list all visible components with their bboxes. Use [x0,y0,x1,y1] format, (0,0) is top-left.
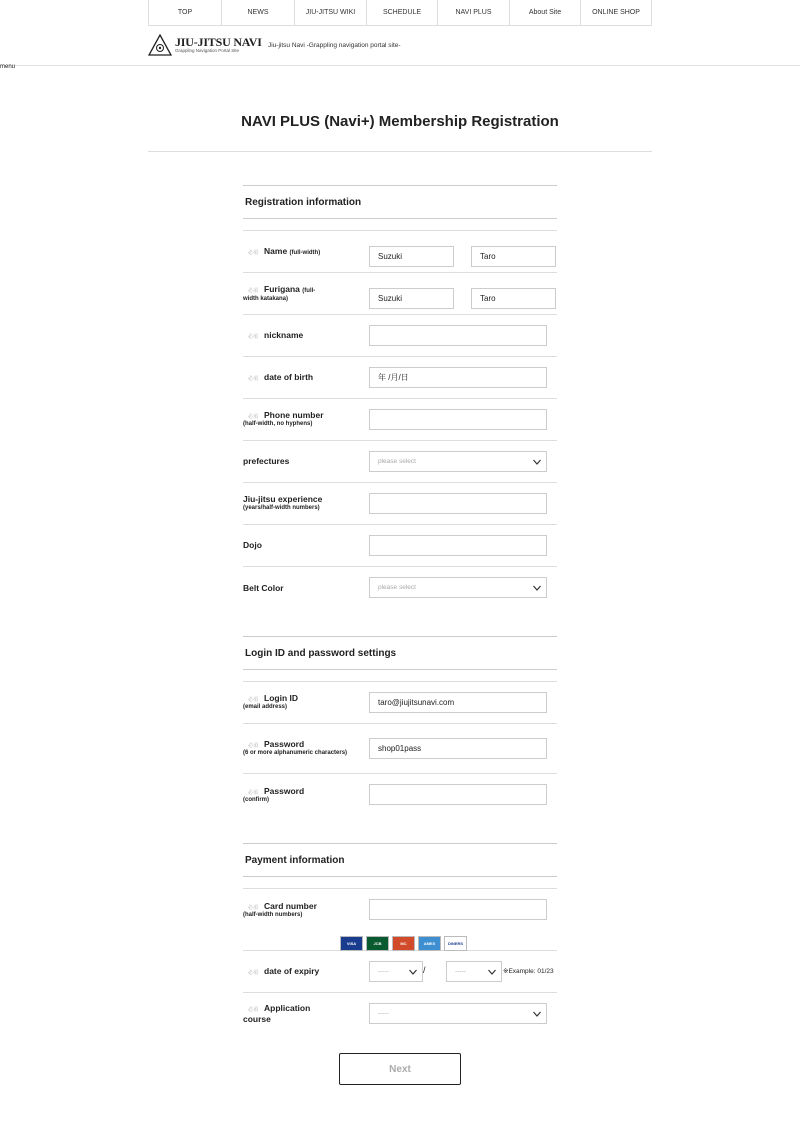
course-value: ----- [378,1010,389,1017]
chevron-down-icon [487,967,497,977]
prefecture-select[interactable] [369,451,547,472]
site-logo[interactable] [148,34,262,56]
chevron-down-icon [408,967,418,977]
required-badge: 必須 [248,1007,259,1014]
row-prefecture [243,441,557,483]
login-id-input[interactable] [369,692,547,713]
required-badge: 必須 [248,904,259,911]
amex-card-icon [418,936,441,951]
chevron-down-icon [532,1009,542,1019]
required-badge: 必須 [248,697,259,704]
spacer [243,877,557,889]
required-badge: 必須 [248,376,259,383]
card-brand-label: DINERS [447,941,464,946]
row-expiry [243,951,557,993]
label-dob: date of birth [264,372,314,383]
next-button[interactable]: Next [339,1053,461,1085]
expiry-year-select[interactable] [446,961,502,982]
expiry-example: ※Example: 01/23 [503,968,554,975]
password-input[interactable] [369,738,547,759]
label-nickname: nickname [264,330,304,341]
jcb-card-icon [366,936,389,951]
password-confirm-input[interactable] [369,784,547,805]
chevron-down-icon [532,583,542,593]
nav-wiki[interactable]: JIU-JITSU WIKI [295,0,367,26]
expiry-month-select[interactable] [369,961,423,982]
spacer [243,219,557,231]
row-dojo [243,525,557,567]
card-number-input[interactable] [369,899,547,920]
nav-schedule[interactable]: SCHEDULE [367,0,438,26]
required-badge: 必須 [248,334,259,341]
last-furigana-input[interactable] [369,288,454,309]
label-name: Name [264,245,288,256]
logo-subtitle: Grappling Navigation Portal Site [175,48,240,54]
label-furigana-note: (full- [302,288,316,294]
label-password-confirm-note: (confirm) [243,796,269,803]
title-divider [148,151,652,152]
card-brand-label: VISA [346,941,357,946]
nickname-input[interactable] [369,325,547,346]
belt-placeholder: please select [378,584,416,591]
page-title: NAVI PLUS (Navi+) Membership Registration [241,113,559,130]
nav-online-shop[interactable]: ONLINE SHOP [581,0,652,26]
label-login-id: Login ID [264,693,299,704]
nav-navi-plus[interactable]: NAVI PLUS [438,0,510,26]
row-login-id [243,682,557,724]
row-furigana [243,273,557,315]
row-name [243,231,557,273]
row-phone [243,399,557,441]
label-course: Application [264,1003,311,1014]
dob-value: 年 /月/日 [378,373,409,382]
first-furigana-input[interactable] [471,288,556,309]
first-name-input[interactable] [471,246,556,267]
triangle-logo-icon [148,34,172,56]
label-prefecture: prefectures [243,456,290,467]
spacer [243,816,557,843]
label-name-note: (full-width) [289,249,321,256]
row-password [243,724,557,774]
label-furigana-note2: width katakana) [243,295,289,302]
label-dojo: Dojo [243,540,262,551]
card-brand-label: AMEX [423,941,436,946]
dojo-input[interactable] [369,535,547,556]
dob-input[interactable] [369,367,547,388]
label-password-note: (6 or more alphanumeric characters) [243,750,348,757]
label-card-number-note: (half-width numbers) [243,911,303,918]
required-badge: 必須 [248,743,259,750]
brand-bar [0,26,800,66]
top-nav [148,0,652,26]
nav-about[interactable]: About Site [510,0,581,26]
row-belt [243,567,557,609]
label-login-id-note: (email address) [243,704,288,711]
section-login: Login ID and password settings [243,636,557,670]
phone-input[interactable] [369,409,547,430]
label-belt: Belt Color [243,582,284,593]
nav-news[interactable]: NEWS [222,0,295,26]
label-card-number: Card number [264,900,317,911]
menu-link[interactable]: menu [0,64,16,70]
row-dob [243,357,557,399]
belt-select[interactable] [369,577,547,598]
expiry-separator: / [423,965,426,975]
label-experience: Jiu-jitsu experience [243,494,323,505]
row-nickname [243,315,557,357]
last-name-input[interactable] [369,246,454,267]
expiry-month-value: ----- [378,968,389,975]
label-expiry: date of expiry [264,966,320,977]
label-password-confirm: Password [264,785,305,796]
required-badge: 必須 [248,288,259,294]
card-brand-label: MC [400,941,407,946]
required-badge: 必須 [248,970,259,977]
section-payment: Payment information [243,843,557,877]
registration-form [243,185,557,1035]
section-registration: Registration information [243,185,557,219]
mastercard-card-icon [392,936,415,951]
label-experience-note: (years/half-width numbers) [243,505,320,512]
chevron-down-icon [532,457,542,467]
spacer [243,670,557,682]
card-brand-label: JCB [373,941,382,946]
spacer [243,609,557,636]
site-tagline: Jiu-jitsu Navi -Grappling navigation portal site- [268,42,401,49]
label-password: Password [264,739,305,750]
row-password-confirm [243,774,557,816]
card-brands [340,936,467,951]
prefecture-placeholder: please select [378,458,416,465]
logo-title: JIU-JITSU NAVI [175,35,262,50]
row-course [243,993,557,1035]
label-phone: Phone number [264,410,324,421]
expiry-year-value: ----- [455,968,466,975]
required-badge: 必須 [248,789,259,796]
nav-top[interactable]: TOP [149,0,222,26]
required-badge: 必須 [248,249,259,256]
row-experience [243,483,557,525]
label-furigana: Furigana [264,284,300,294]
visa-card-icon [340,936,363,951]
diners-card-icon [444,936,467,951]
course-select[interactable] [369,1003,547,1024]
experience-input[interactable] [369,493,547,514]
label-phone-note: (half-width, no hyphens) [243,421,313,428]
label-course-2: course [243,1014,271,1024]
required-badge: 必須 [248,414,259,421]
